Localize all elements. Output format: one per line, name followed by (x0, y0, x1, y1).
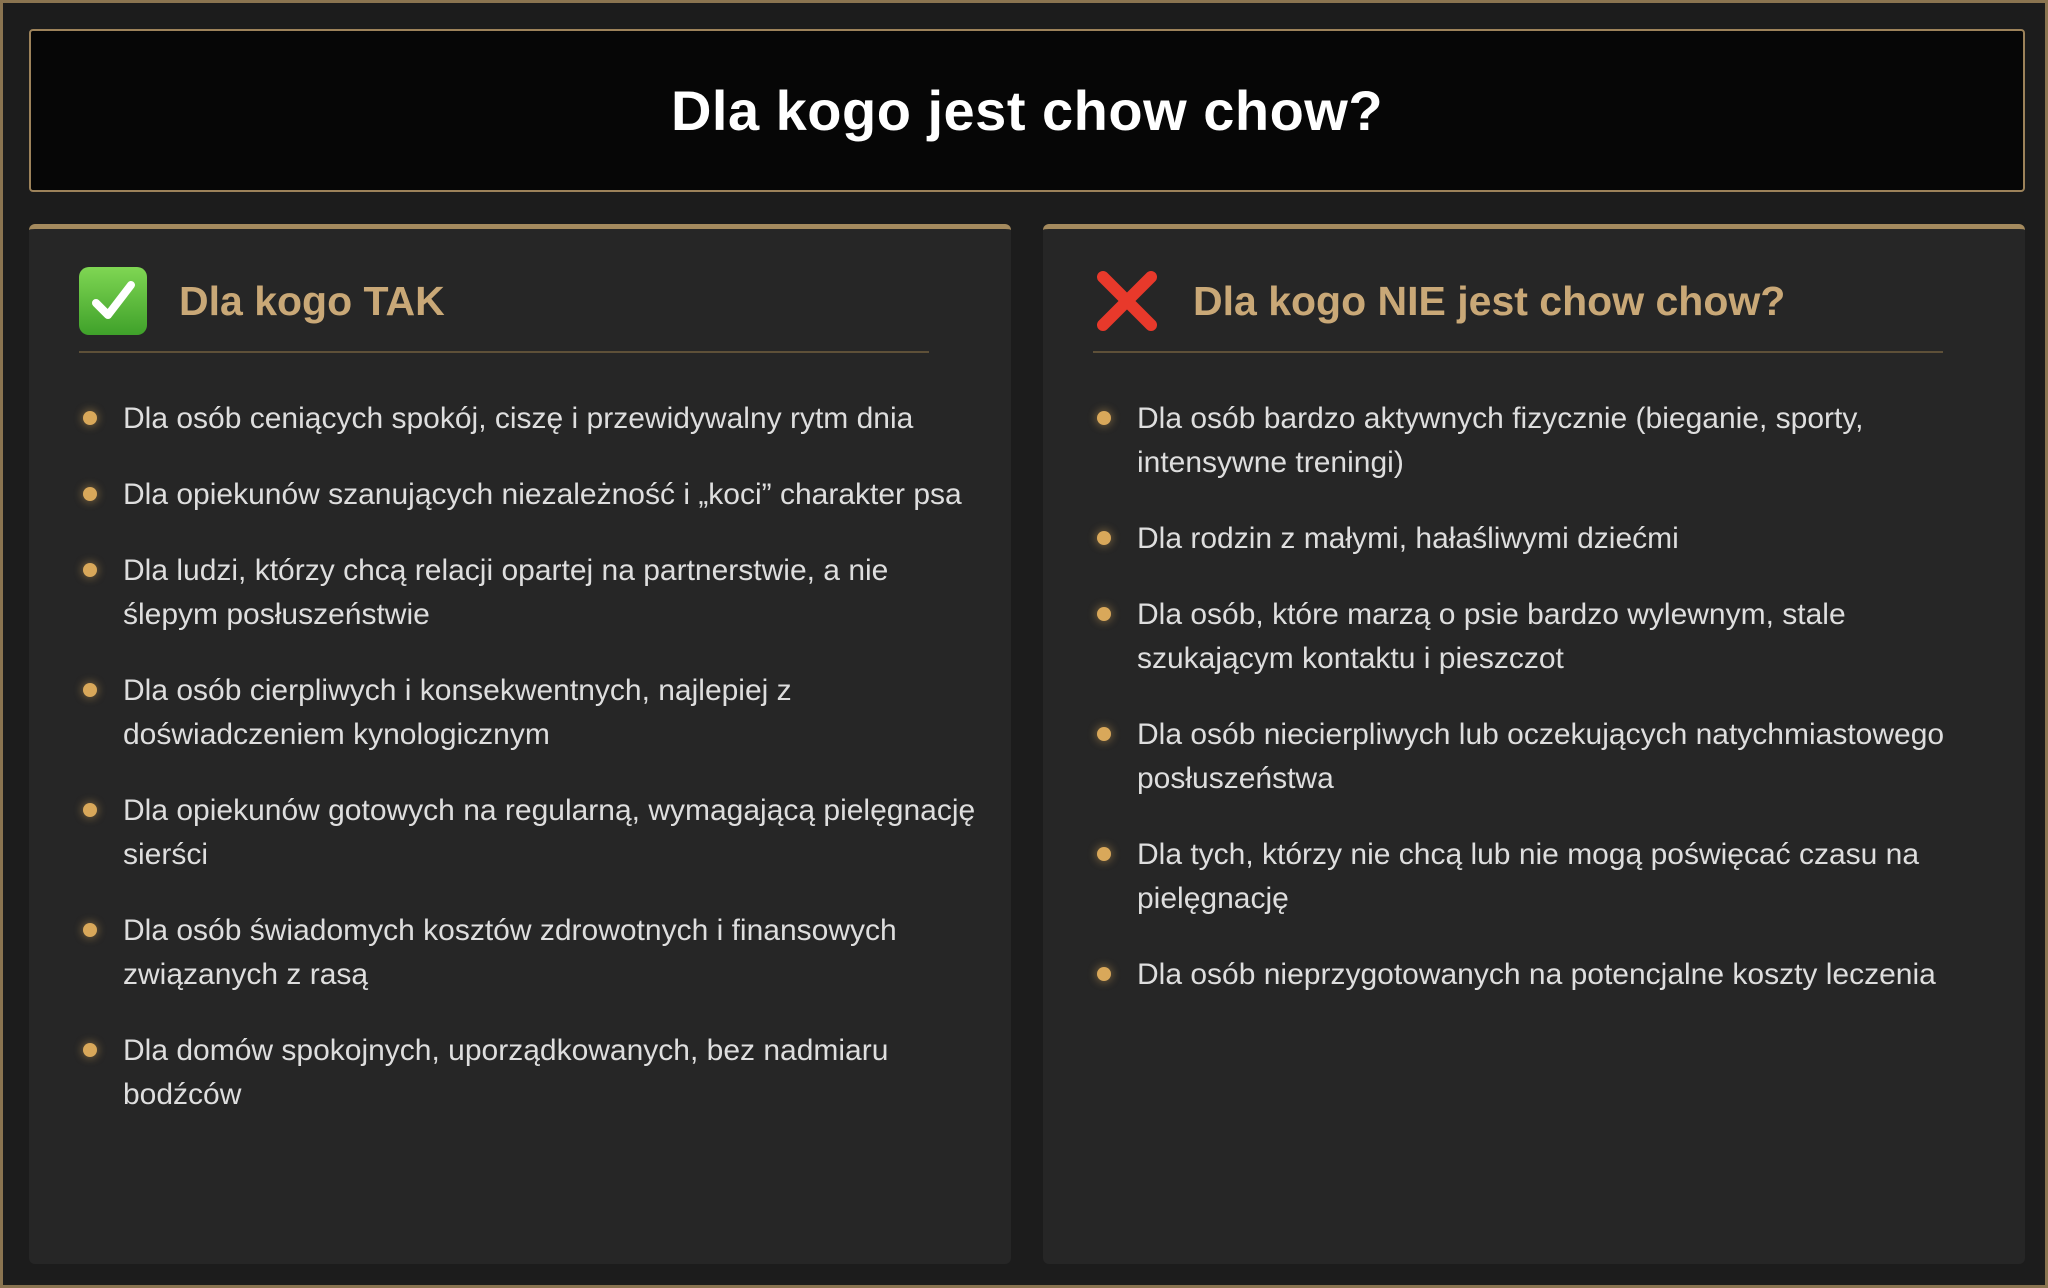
list-item-text: Dla ludzi, którzy chcą relacji opartej na partnerstwie, a nie ślepym posłuszeństwie (123, 554, 889, 631)
list-item-text: Dla domów spokojnych, uporządkowanych, bez nadmiaru bodźców (123, 1034, 889, 1111)
list-item-text: Dla rodzin z małymi, hałaśliwymi dziećmi (1137, 522, 1679, 555)
yes-panel-title: Dla kogo TAK (179, 278, 445, 324)
page-title: Dla kogo jest chow chow? (670, 79, 1384, 142)
list-item (79, 789, 989, 877)
no-panel-title: Dla kogo NIE jest chow chow? (1193, 278, 1786, 324)
list-item (79, 397, 989, 441)
list-item-text: Dla opiekunów szanujących niezależność i „koci” charakter psa (123, 478, 962, 511)
list-item (1093, 517, 2003, 561)
bullet-dot (83, 923, 97, 937)
no-panel-header (1093, 267, 1943, 353)
bullet-dot (1097, 847, 1111, 861)
cross-mark-icon (1093, 267, 1161, 335)
list-item-text: Dla osób, które marzą o psie bardzo wylewnym, stale szukającym kontaktu i pieszczot (1137, 598, 1846, 675)
list-item (79, 909, 989, 997)
bullet-dot (83, 1043, 97, 1057)
bullet-dot (83, 487, 97, 501)
bullet-dot (1097, 411, 1111, 425)
list-item (1093, 713, 2003, 801)
list-item (79, 473, 989, 517)
bullet-dot (1097, 967, 1111, 981)
list-item (79, 1029, 989, 1117)
yes-panel (29, 224, 1011, 1264)
bullet-dot (83, 411, 97, 425)
list-item-text: Dla tych, którzy nie chcą lub nie mogą poświęcać czasu na pielęgnację (1137, 838, 1920, 915)
title-banner (29, 29, 2025, 192)
list-item-text: Dla osób bardzo aktywnych fizycznie (bieganie, sporty, intensywne treningi) (1137, 402, 1864, 479)
list-item-text: Dla osób ceniących spokój, ciszę i przewidywalny rytm dnia (123, 402, 914, 435)
yes-panel-header (79, 267, 929, 353)
list-item (1093, 593, 2003, 681)
bullet-dot (83, 683, 97, 697)
bullet-dot (83, 803, 97, 817)
bullet-dot (1097, 607, 1111, 621)
check-mark-icon (79, 267, 147, 335)
no-list (1093, 397, 2003, 1029)
list-item-text: Dla opiekunów gotowych na regularną, wymagającą pielęgnację sierści (123, 794, 976, 871)
list-item (79, 549, 989, 637)
bullet-dot (83, 563, 97, 577)
list-item-text: Dla osób nieprzygotowanych na potencjalne koszty leczenia (1137, 958, 1936, 991)
list-item (1093, 953, 2003, 997)
list-item (79, 669, 989, 757)
yes-list (79, 397, 989, 1149)
no-panel (1043, 224, 2025, 1264)
list-item (1093, 833, 2003, 921)
list-item-text: Dla osób cierpliwych i konsekwentnych, najlepiej z doświadczeniem kynologicznym (123, 674, 792, 751)
bullet-dot (1097, 531, 1111, 545)
list-item-text: Dla osób niecierpliwych lub oczekujących natychmiastowego posłuszeństwa (1137, 718, 1945, 795)
list-item-text: Dla osób świadomych kosztów zdrowotnych i finansowych związanych z rasą (123, 914, 897, 991)
bullet-dot (1097, 727, 1111, 741)
list-item (1093, 397, 2003, 485)
